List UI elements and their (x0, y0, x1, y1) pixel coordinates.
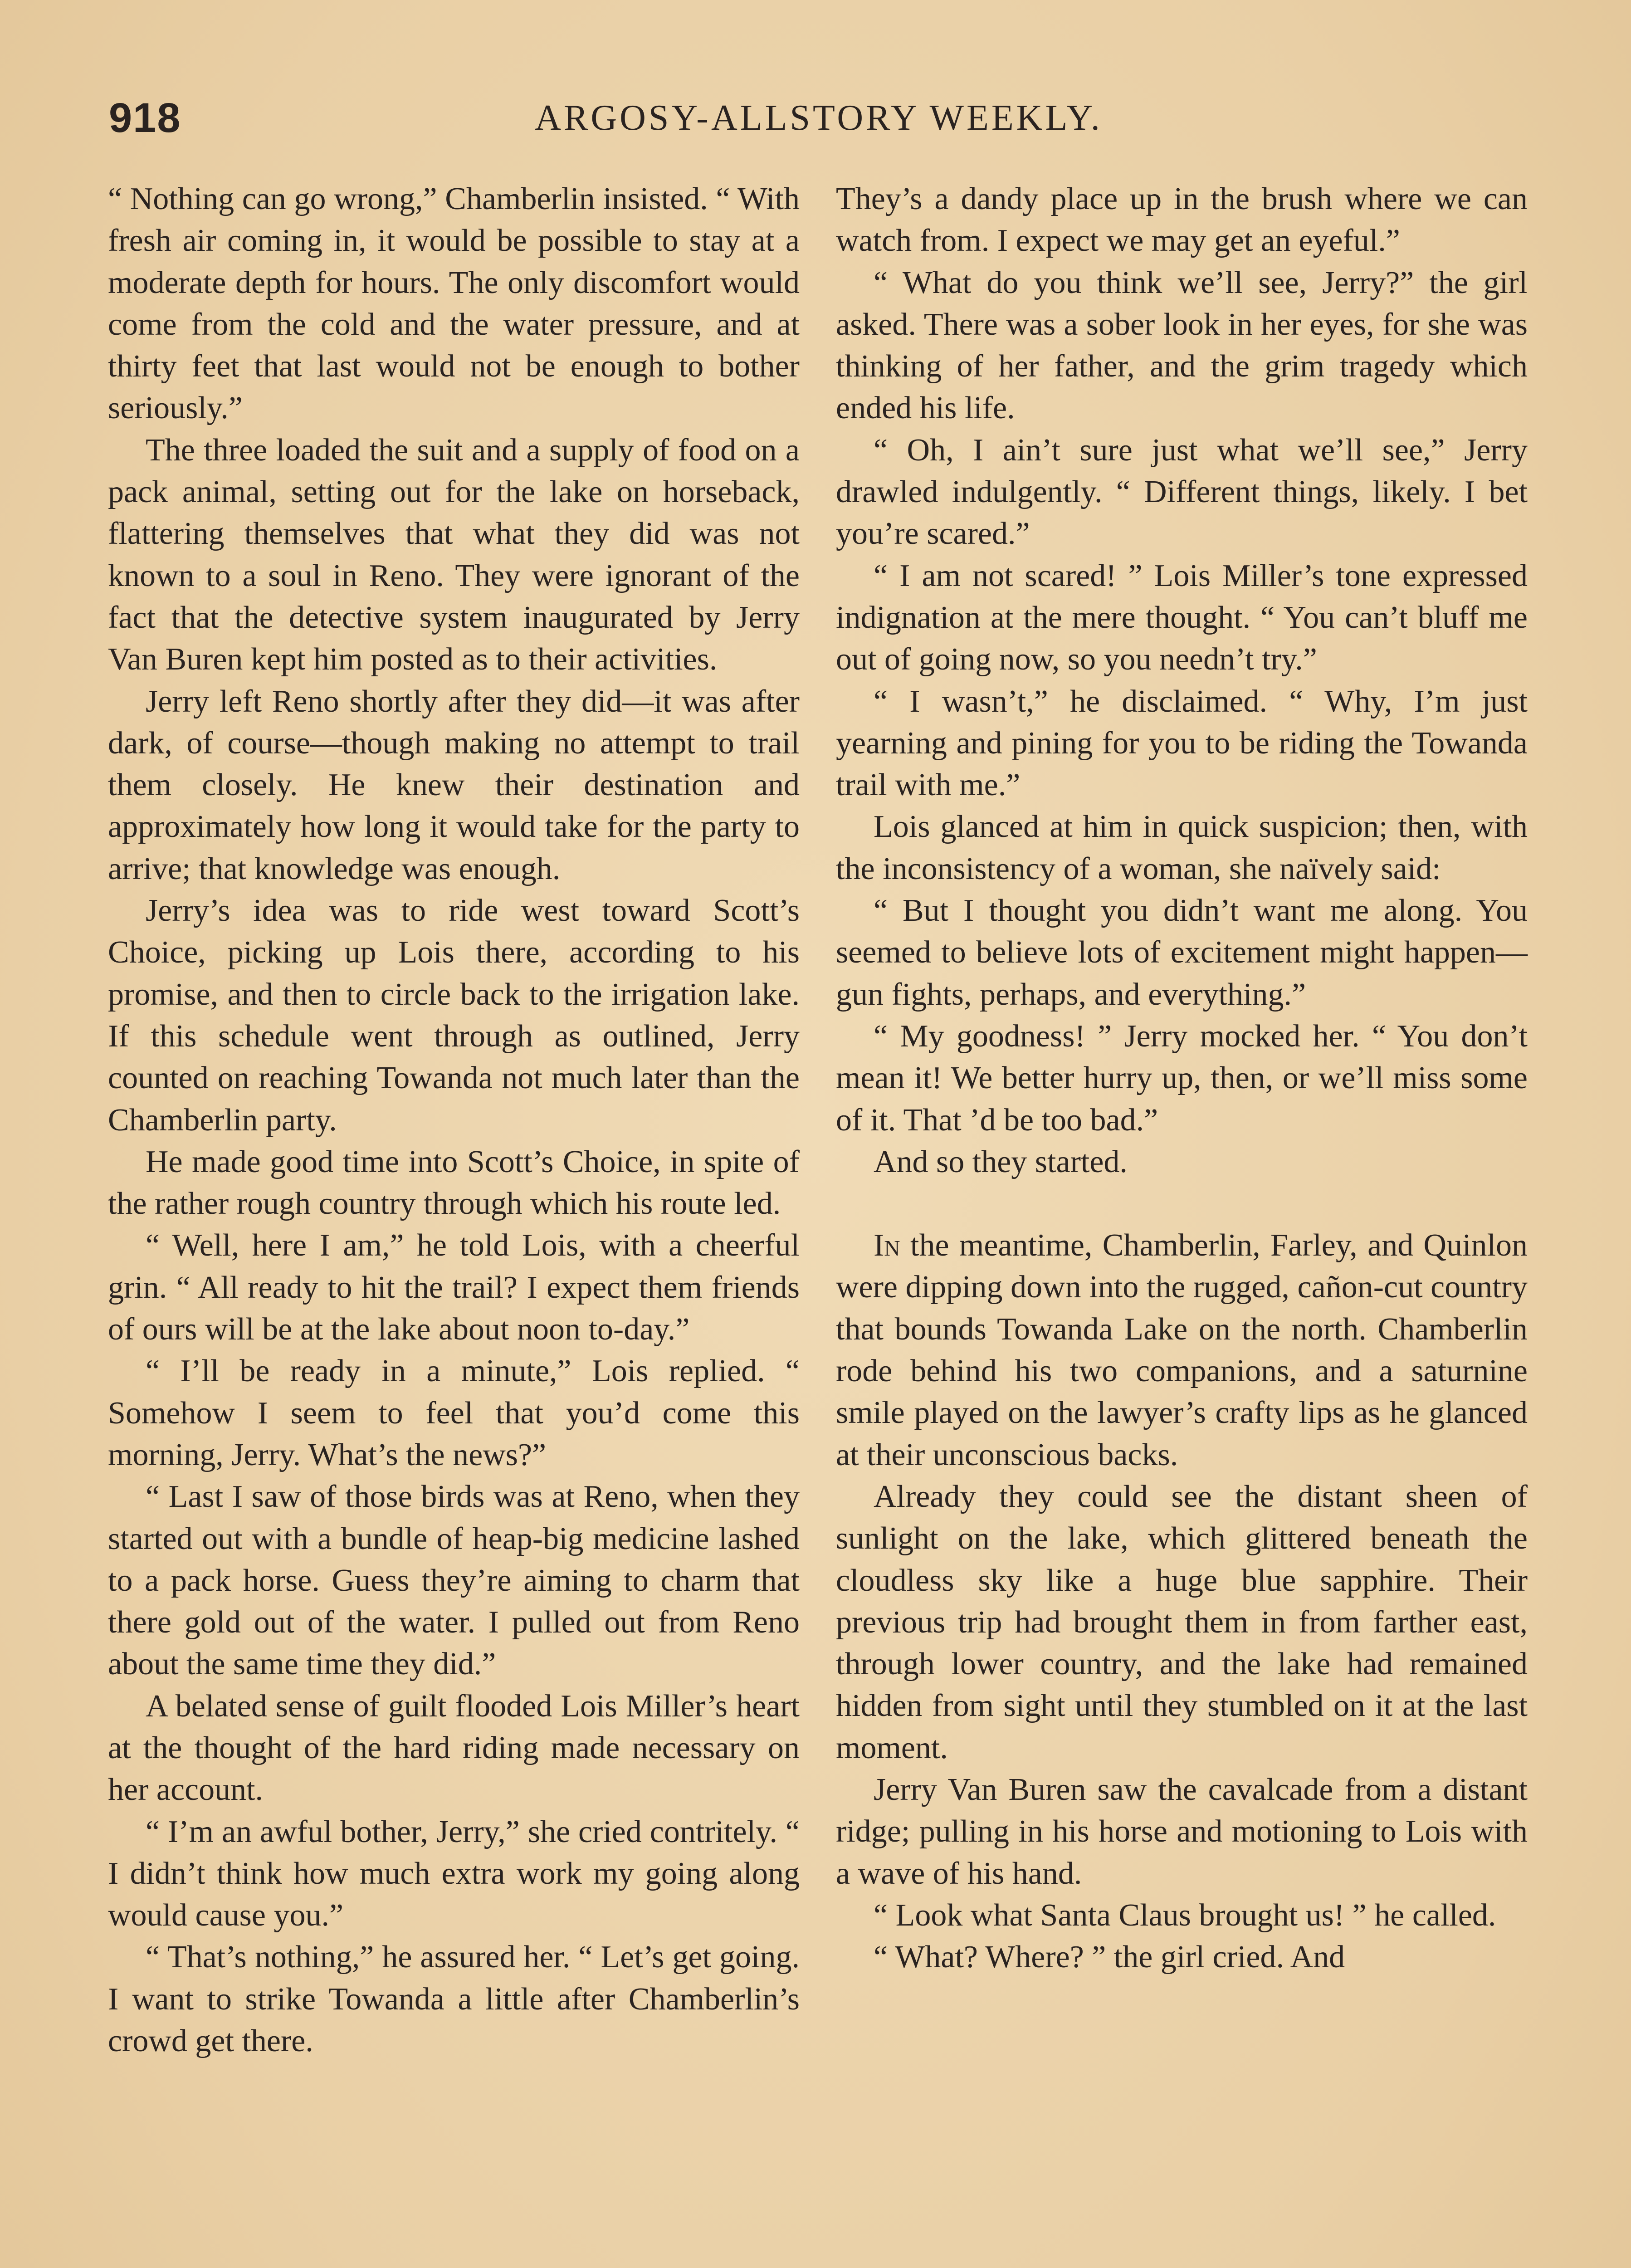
page-number: 918 (109, 95, 181, 141)
section-initial: In (874, 1228, 900, 1263)
running-title: ARGOSY-ALLSTORY WEEKLY. (535, 98, 1103, 138)
paragraph: And so they started. (874, 1144, 1128, 1179)
section-opening-paragraph (836, 1225, 1528, 1476)
paragraph: “ I’ll be ready in a minute,” Lois replied. “ Somehow I seem to feel that you’d come this morning, Jerry. What’s the news?” (108, 1354, 800, 1472)
right-column (836, 178, 1528, 1978)
paragraph: “ Look what Santa Claus brought us! ” he called. (874, 1897, 1496, 1933)
paragraph: “ Oh, I ain’t sure just what we’ll see,” Jerry drawled indulgently. “ Different things, likely. I bet you’re scared.” (836, 432, 1528, 552)
paragraph: “ Well, here I am,” he told Lois, with a cheerful grin. “ All ready to hit the trail? I expect them friends of ours will be at the lake about noon to-day.” (108, 1228, 800, 1347)
paragraph: “ I’m an awful bother, Jerry,” she cried contritely. “ I didn’t think how much extra work my going along would cause you.” (108, 1814, 800, 1933)
paragraph: “ What? Where? ” the girl cried. And (874, 1940, 1345, 1975)
paragraph: A belated sense of guilt flooded Lois Miller’s heart at the thought of the hard riding made necessary on her account. (108, 1688, 800, 1808)
paragraph: Jerry left Reno shortly after they did—it was after dark, of course—though making no attempt to trail them closely. He knew their destination and approximately how long it would take for the party to arrive; that knowledge was enough. (108, 684, 800, 886)
paragraph: Already they could see the distant sheen of sunlight on the lake, which glittered beneath the cloudless sky like a huge blue sapphire. Their previous trip had brought them in from farther east, through lower country, and the lake had remained hidden from sight until they stumbled on it at the last moment. (836, 1479, 1528, 1765)
paragraph: Lois glanced at him in quick suspicion; then, with the inconsistency of a woman, she naïvely said: (836, 809, 1528, 886)
page-header (109, 93, 1528, 147)
paragraph: “ I am not scared! ” Lois Miller’s tone expressed indignation at the mere thought. “ You can’t bluff me out of going now, so you needn’t try.” (836, 558, 1528, 677)
paragraph: Jerry Van Buren saw the cavalcade from a distant ridge; pulling in his horse and motioning to Lois with a wave of his hand. (836, 1772, 1528, 1891)
paragraph: “ What do you think we’ll see, Jerry?” the girl asked. There was a sober look in her eyes, for she was thinking of her father, and the grim tragedy which ended his life. (836, 265, 1528, 426)
paragraph: He made good time into Scott’s Choice, in spite of the rather rough country through which his route led. (108, 1144, 800, 1222)
left-column (108, 178, 800, 2062)
paragraph: “ But I thought you didn’t want me along. You seemed to believe lots of excitement might happen—gun fights, perhaps, and everything.” (836, 893, 1528, 1012)
paragraph: They’s a dandy place up in the brush where we can watch from. I expect we may get an eyeful.” (836, 181, 1528, 259)
paragraph: “ Nothing can go wrong,” Chamberlin insisted. “ With fresh air coming in, it would be possible to stay at a moderate depth for hours. The only discomfort would come from the cold and the water pressure, and at thirty feet that last would not be enough to bother seriously.” (108, 181, 800, 426)
section-opening-text: the meantime, Chamberlin, Farley, and Quinlon were dipping down into the rugged, cañon-cut country that bounds Towanda Lake on the north. Chamberlin rode behind his two companions, and a saturnine smile played on the lawyer’s crafty lips as he glanced at their unconscious backs. (836, 1228, 1528, 1472)
paragraph: “ I wasn’t,” he disclaimed. “ Why, I’m just yearning and pining for you to be riding the Towanda trail with me.” (836, 684, 1528, 803)
paragraph: “ Last I saw of those birds was at Reno, when they started out with a bundle of heap-big medicine lashed to a pack horse. Guess they’re aiming to charm that there gold out of the water. I pulled out from Reno about the same time they did.” (108, 1479, 800, 1682)
paragraph: The three loaded the suit and a supply of food on a pack animal, setting out for the lake on horseback, flattering themselves that what they did was not known to a soul in Reno. They were ignorant of the fact that the detective system inaugurated by Jerry Van Buren kept him posted as to their activities. (108, 432, 800, 677)
paragraph: “ That’s nothing,” he assured her. “ Let’s get going. I want to strike Towanda a little after Chamberlin’s crowd get there. (108, 1940, 800, 2059)
paragraph: Jerry’s idea was to ride west toward Scott’s Choice, picking up Lois there, according to his promise, and then to circle back to the irrigation lake. If this schedule went through as outlined, Jerry counted on reaching Towanda not much later than the Chamberlin party. (108, 893, 800, 1138)
paragraph: “ My goodness! ” Jerry mocked her. “ You don’t mean it! We better hurry up, then, or we’ll miss some of it. That ’d be too bad.” (836, 1018, 1528, 1138)
